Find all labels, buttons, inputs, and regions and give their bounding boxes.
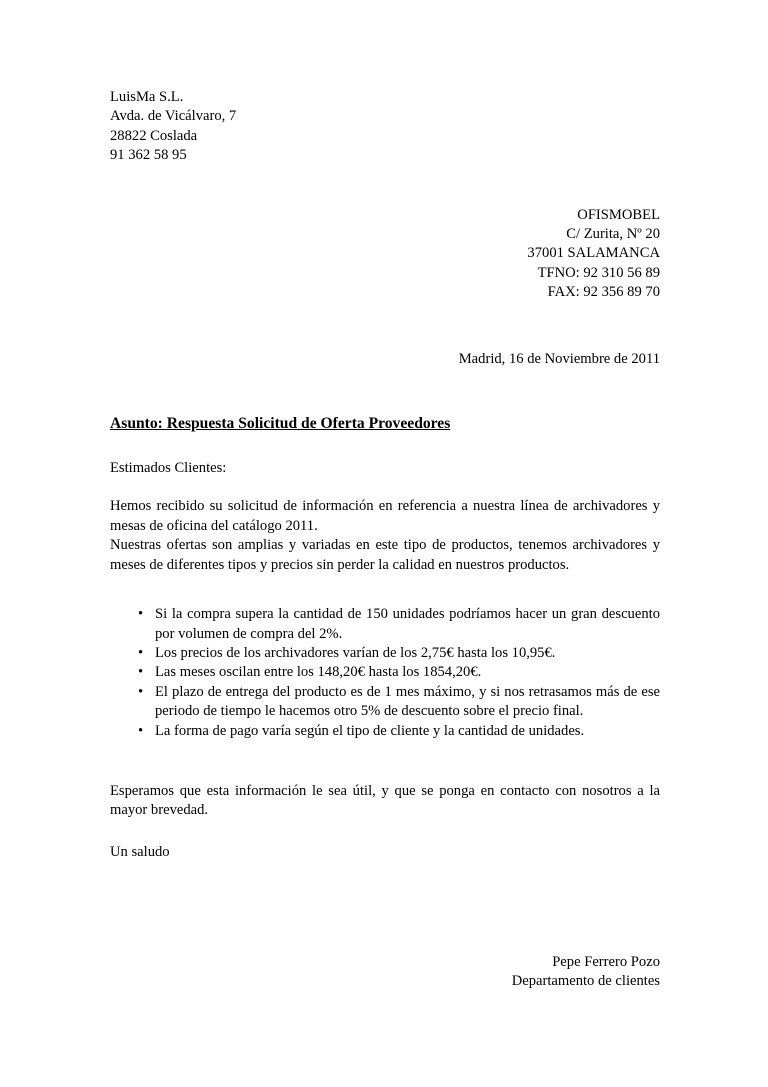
letter-body: [110, 88, 660, 862]
sender-address-line: 91 362 58 95: [110, 147, 187, 164]
list-item: [110, 722, 660, 741]
recipient-address-line: C/ Zurita, Nº 20: [566, 226, 660, 243]
list-item: [110, 605, 660, 644]
recipient-company-name: OFISMOBEL: [577, 206, 660, 223]
dateline: Madrid, 16 de Noviembre de 2011: [458, 350, 660, 367]
body-paragraph: Nuestras ofertas son amplias y variadas en este tipo de productos, tenemos archivadores y meses de diferentes tipos y precios sin perder la calidad en nuestros productos.: [110, 537, 660, 573]
recipient-address-line: 37001 SALAMANCA: [527, 245, 660, 262]
subject-heading: Asunto: Respuesta Solicitud de Oferta Proveedores: [110, 415, 451, 433]
list-item: [110, 663, 660, 682]
bullet-icon: •: [138, 722, 144, 739]
signature-department: Departamento de clientes: [511, 973, 660, 990]
list-item-text: Las meses oscilan entre los 148,20€ hasta los 1854,20€.: [155, 664, 482, 681]
recipient-address-block: [110, 206, 660, 303]
sender-address-block: [110, 88, 660, 166]
signature-name: Pepe Ferrero Pozo: [552, 954, 660, 970]
recipient-phone-line: TFNO: 92 310 56 89: [537, 264, 660, 281]
list-item: [110, 644, 660, 663]
closing-paragraph: Esperamos que esta información le sea útil, y que se ponga en contacto con nosotros a la mayor brevedad.: [110, 782, 660, 819]
list-item: [110, 683, 660, 722]
list-item-text: Los precios de los archivadores varían de los 2,75€ hasta los 10,95€.: [155, 644, 556, 661]
recipient-fax-line: FAX: 92 356 89 70: [547, 284, 660, 301]
signature-block: [110, 953, 660, 992]
bullet-icon: •: [138, 606, 144, 623]
bullet-icon: •: [138, 664, 144, 681]
bullet-icon: •: [138, 644, 144, 661]
offer-conditions-list: [110, 605, 660, 741]
salutation: Estimados Clientes:: [110, 460, 227, 477]
sender-address-line: Avda. de Vicálvaro, 7: [110, 108, 237, 125]
sender-address-line: 28822 Coslada: [110, 127, 198, 144]
body-paragraph: Hemos recibido su solicitud de información en referencia a nuestra línea de archivadores y mesas de oficina del catálogo 2011.: [110, 498, 660, 534]
list-item-text: La forma de pago varía según el tipo de cliente y la cantidad de unidades.: [155, 722, 585, 739]
list-item-text: El plazo de entrega del producto es de 1 mes máximo, y si nos retrasamos más de ese periodo de tiempo le hacemos otro 5% de descuento sobre el precio final.: [155, 683, 660, 720]
bullet-icon: •: [138, 683, 144, 700]
sender-address-line: LuisMa S.L.: [110, 89, 184, 105]
list-item-text: Si la compra supera la cantidad de 150 unidades podríamos hacer un gran descuento por volumen de compra del 2%.: [155, 606, 660, 642]
regards-line: Un saludo: [110, 843, 170, 860]
